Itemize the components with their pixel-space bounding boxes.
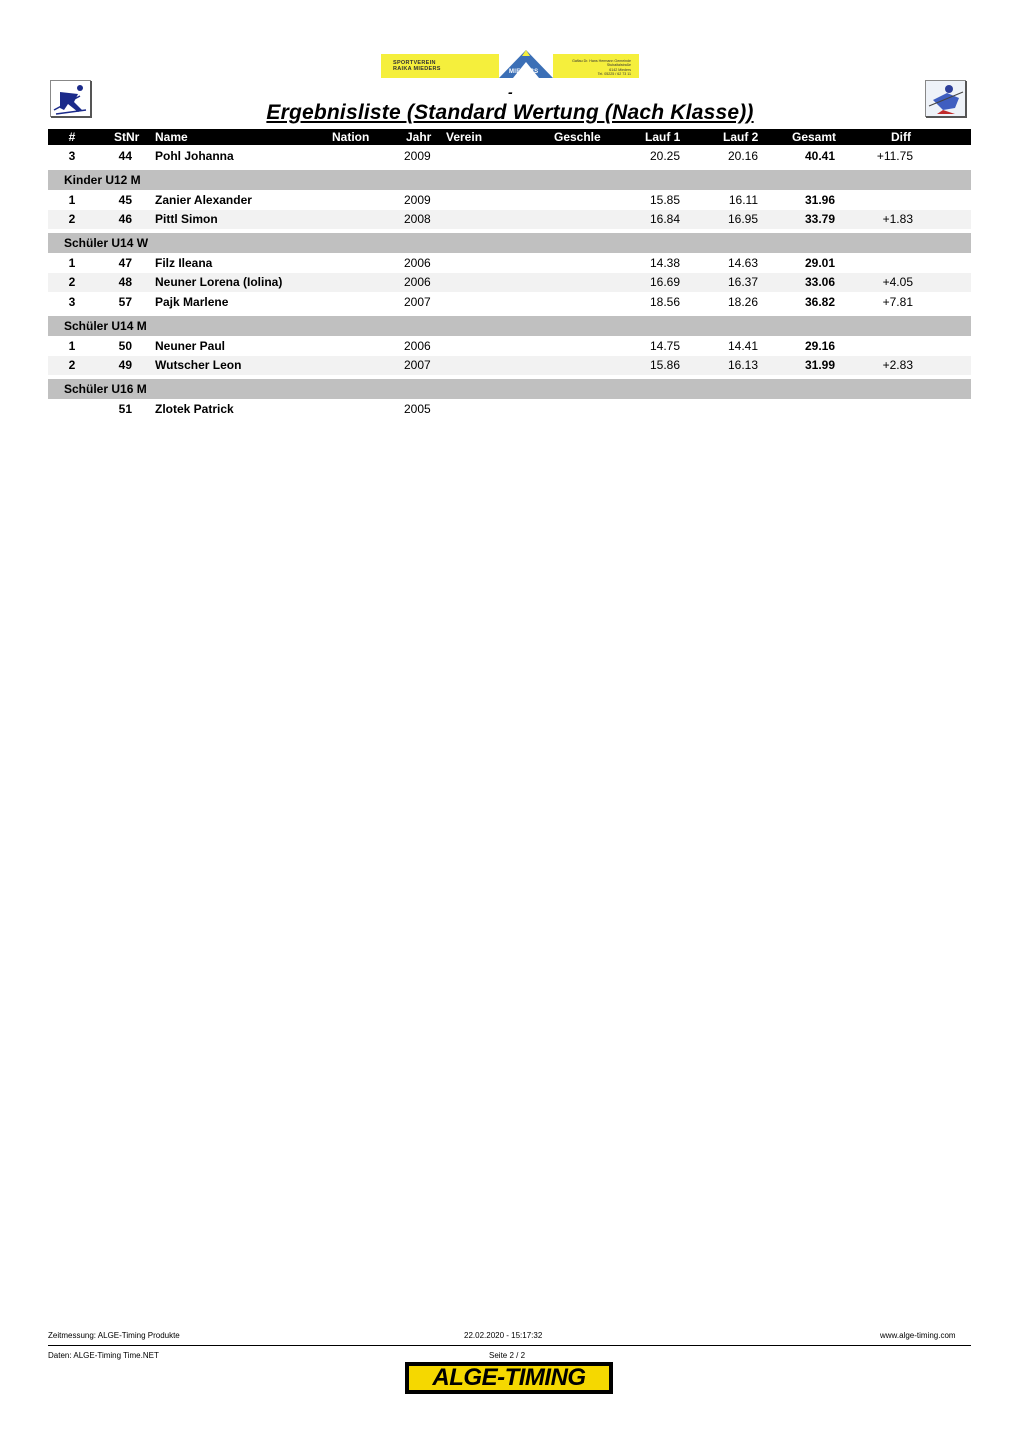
birth-year: 2009 bbox=[404, 149, 431, 163]
run1-time: 14.38 bbox=[649, 256, 680, 270]
group-header bbox=[48, 170, 971, 190]
total-time: 33.06 bbox=[804, 275, 835, 289]
rank: 2 bbox=[68, 212, 76, 226]
rank: 2 bbox=[68, 275, 76, 289]
start-number: 44 bbox=[118, 149, 132, 163]
table-row bbox=[48, 337, 971, 356]
run1-time: 20.25 bbox=[649, 149, 680, 163]
athlete-name: Zanier Alexander bbox=[155, 193, 252, 207]
time-diff: +11.75 bbox=[876, 149, 913, 163]
time-diff: +7.81 bbox=[882, 295, 913, 309]
banner-right-line: 6142 Mieders bbox=[609, 67, 631, 72]
footer-timing: Zeitmessung: ALGE-Timing Produkte bbox=[48, 1331, 180, 1340]
banner-left-line-2: RAIKA MIEDERS bbox=[393, 66, 441, 72]
page-title: Ergebnisliste (Standard Wertung (Nach Klasse)) bbox=[266, 101, 754, 124]
rank: 1 bbox=[68, 256, 76, 270]
run2-time: 18.26 bbox=[727, 295, 758, 309]
col-run1: Lauf 1 bbox=[645, 130, 681, 144]
start-number: 45 bbox=[118, 193, 132, 207]
col-rank: # bbox=[68, 130, 76, 144]
run2-time: 16.95 bbox=[727, 212, 758, 226]
group-label: Kinder U12 M bbox=[64, 173, 141, 187]
run1-time: 15.85 bbox=[649, 193, 680, 207]
col-gender: Geschle bbox=[554, 130, 601, 144]
footer-data-source: Daten: ALGE-Timing Time.NET bbox=[48, 1351, 159, 1360]
run1-time: 16.84 bbox=[649, 212, 680, 226]
total-time: 31.99 bbox=[804, 358, 835, 372]
table-row bbox=[48, 254, 971, 273]
run2-time: 16.37 bbox=[727, 275, 758, 289]
athlete-name: Pittl Simon bbox=[155, 212, 218, 226]
page-number: Seite 2 / 2 bbox=[489, 1351, 526, 1360]
birth-year: 2009 bbox=[404, 193, 431, 207]
athlete-name: Pohl Johanna bbox=[155, 149, 234, 163]
banner-right-line: Gaflau Dr. Hans Hermann Gemeinde bbox=[572, 59, 631, 63]
start-number: 46 bbox=[118, 212, 132, 226]
col-total: Gesamt bbox=[792, 130, 837, 144]
sponsor-banner bbox=[381, 54, 639, 78]
start-number: 48 bbox=[118, 275, 132, 289]
group-label: Schüler U16 M bbox=[64, 382, 147, 396]
alge-logo-text: ALGE-TIMING bbox=[409, 1366, 609, 1390]
banner-right-text bbox=[561, 59, 631, 76]
group-label: Schüler U14 W bbox=[64, 236, 149, 250]
col-stnr: StNr bbox=[114, 130, 140, 144]
group-label: Schüler U14 M bbox=[64, 319, 147, 333]
run2-time: 14.63 bbox=[727, 256, 758, 270]
birth-year: 2007 bbox=[404, 295, 431, 309]
table-row bbox=[48, 191, 971, 210]
rank: 3 bbox=[68, 149, 76, 163]
time-diff: +4.05 bbox=[882, 275, 913, 289]
table-row bbox=[48, 147, 971, 166]
col-club: Verein bbox=[446, 130, 483, 144]
total-time: 33.79 bbox=[804, 212, 835, 226]
total-time: 36.82 bbox=[804, 295, 835, 309]
alge-timing-logo bbox=[405, 1362, 613, 1394]
col-name: Name bbox=[155, 130, 188, 144]
birth-year: 2006 bbox=[404, 275, 431, 289]
col-diff: Diff bbox=[891, 130, 911, 144]
run1-time: 14.75 bbox=[649, 339, 680, 353]
birth-year: 2005 bbox=[404, 402, 431, 416]
banner-right-line: Stubaitalstraße bbox=[606, 63, 631, 68]
athlete-name: Wutscher Leon bbox=[155, 358, 242, 372]
birth-year: 2007 bbox=[404, 358, 431, 372]
table-row bbox=[48, 273, 971, 292]
athlete-name: Filz Ileana bbox=[155, 256, 213, 270]
table-row bbox=[48, 293, 971, 312]
run1-time: 18.56 bbox=[649, 295, 680, 309]
total-time: 40.41 bbox=[804, 149, 835, 163]
banner-left-text bbox=[393, 60, 441, 72]
rank: 1 bbox=[68, 193, 76, 207]
start-number: 51 bbox=[118, 402, 132, 416]
start-number: 47 bbox=[118, 256, 132, 270]
footer-divider bbox=[48, 1345, 971, 1346]
rank: 3 bbox=[68, 295, 76, 309]
banner-left-line-1: SPORTVEREIN bbox=[393, 60, 436, 66]
footer-datetime: 22.02.2020 - 15:17:32 bbox=[464, 1331, 543, 1340]
table-header bbox=[48, 129, 971, 145]
event-name: - bbox=[508, 84, 513, 100]
run1-time: 15.86 bbox=[649, 358, 680, 372]
run2-time: 14.41 bbox=[727, 339, 758, 353]
footer-website[interactable]: www.alge-timing.com bbox=[880, 1331, 956, 1340]
birth-year: 2008 bbox=[404, 212, 431, 226]
time-diff: +2.83 bbox=[882, 358, 913, 372]
banner-center-text: MIEDERS bbox=[509, 69, 539, 75]
mountain-logo-icon bbox=[499, 48, 553, 80]
total-time: 29.16 bbox=[804, 339, 835, 353]
athlete-name: Neuner Lorena (Iolina) bbox=[155, 275, 283, 289]
athlete-name: Zlotek Patrick bbox=[155, 402, 234, 416]
run1-time: 16.69 bbox=[649, 275, 680, 289]
start-number: 50 bbox=[118, 339, 132, 353]
rank: 1 bbox=[68, 339, 76, 353]
table-row bbox=[48, 210, 971, 229]
table-row bbox=[48, 400, 971, 419]
run2-time: 20.16 bbox=[727, 149, 758, 163]
run2-time: 16.11 bbox=[728, 193, 758, 207]
start-number: 57 bbox=[118, 295, 132, 309]
group-header bbox=[48, 379, 971, 399]
start-number: 49 bbox=[118, 358, 132, 372]
birth-year: 2006 bbox=[404, 256, 431, 270]
birth-year: 2006 bbox=[404, 339, 431, 353]
col-run2: Lauf 2 bbox=[723, 130, 759, 144]
col-nation: Nation bbox=[332, 130, 370, 144]
group-header bbox=[48, 233, 971, 253]
total-time: 29.01 bbox=[804, 256, 835, 270]
rank: 2 bbox=[68, 358, 76, 372]
group-header bbox=[48, 316, 971, 336]
table-row bbox=[48, 356, 971, 375]
run2-time: 16.13 bbox=[727, 358, 758, 372]
athlete-name: Pajk Marlene bbox=[155, 295, 229, 309]
total-time: 31.96 bbox=[804, 193, 835, 207]
col-year: Jahr bbox=[406, 130, 432, 144]
time-diff: +1.83 bbox=[882, 212, 913, 226]
banner-right-line: Tel. 05225 / 62 73 11 bbox=[597, 71, 631, 76]
athlete-name: Neuner Paul bbox=[155, 339, 226, 353]
